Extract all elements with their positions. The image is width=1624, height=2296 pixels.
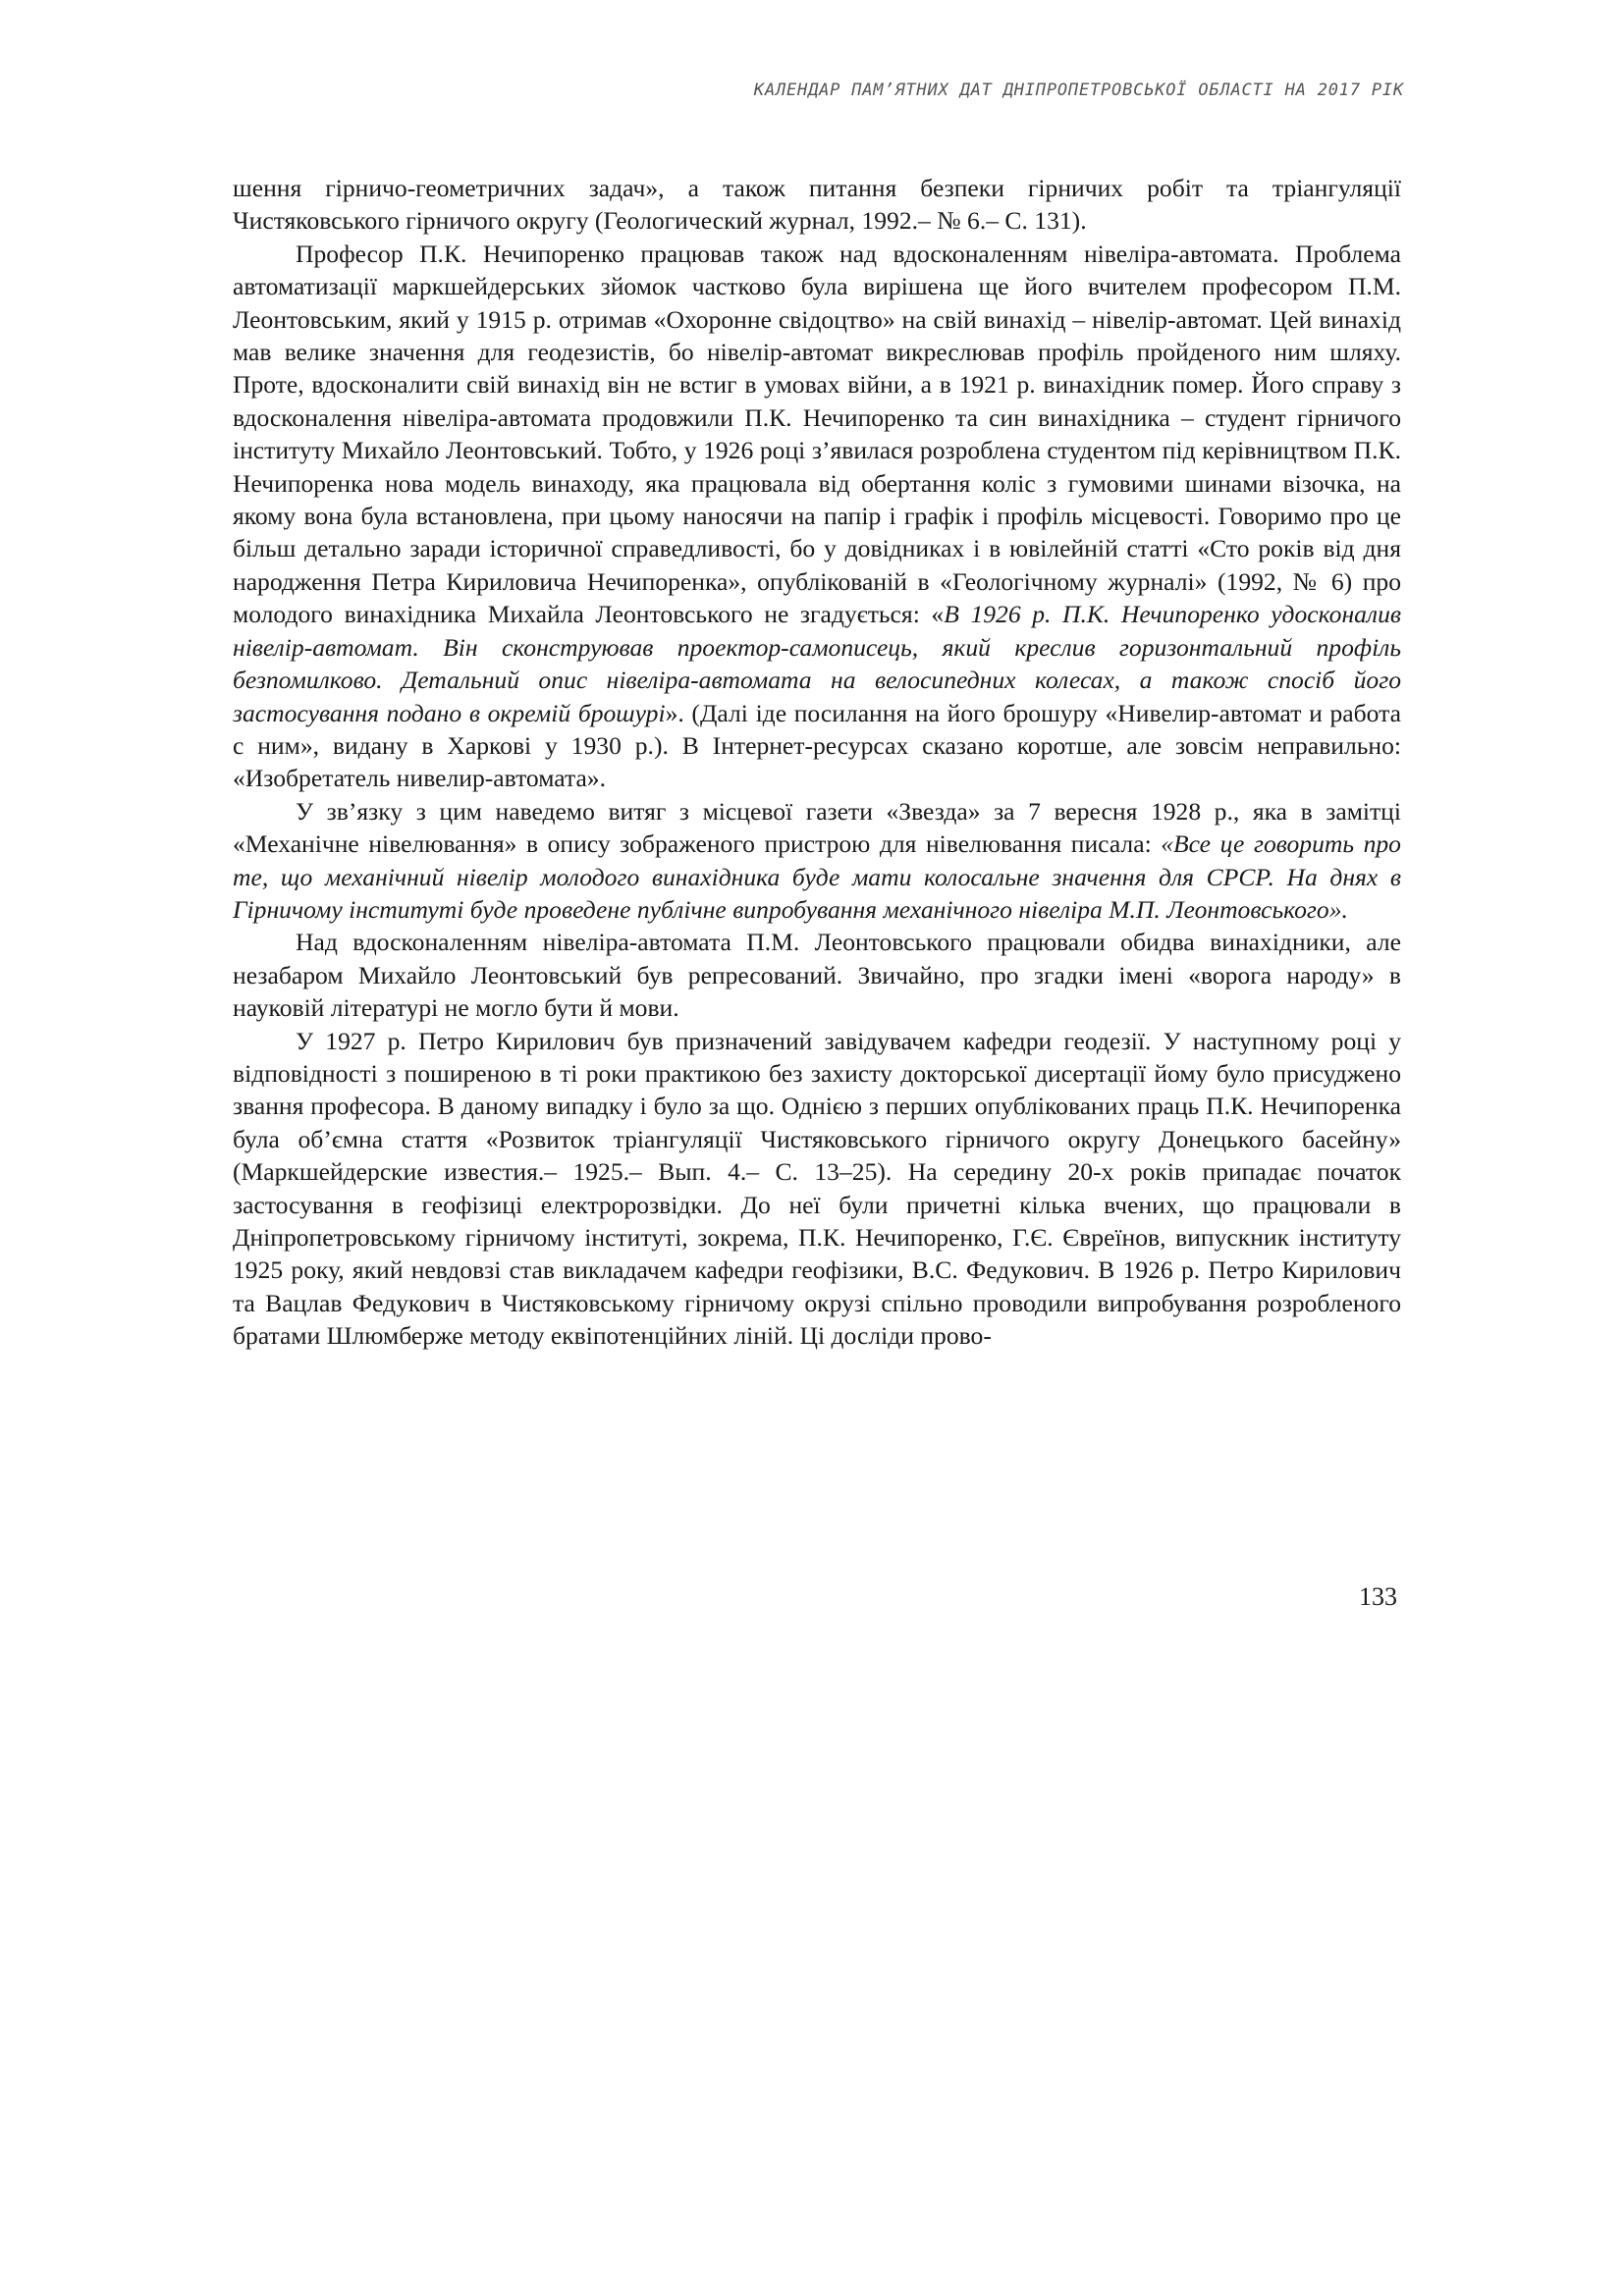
italic-quote: «Все це говорить про те, що механічний нівелір молодого винахідника буде мати колосальне значення для СРСР. На днях в Гірничому інституті буде проведене публічне випробування механічного нівеліра М.П. Леонтовського». — [233, 829, 1401, 924]
running-header: КАЛЕНДАР ПАМ’ЯТНИХ ДАТ ДНІПРОПЕТРОВСЬКОЇ ОБЛАСТІ НА 2017 РІК — [753, 80, 1404, 100]
text-segment: Професор П.К. Нечипоренко працював також над вдосконаленням нівеліра-автомата. Проблема автоматизації маркшейдерських зйомок частково була вирішена ще його вчителем професором П.М. Леонтовським, який у 1915 р. отримав «Охоронне свідоцтво» на свій винахід – нівелір-автомат. Цей винахід мав велике значення для геодезистів, бо нівелір-автомат викреслював профіль пройденого ним шляху. Проте, вдосконалити свій винахід він не встиг в умовах війни, а в 1921 р. винахідник помер. Його справу з вдосконалення нівеліра-автомата продовжили П.К. Нечипоренко та син винахідника – студент гірничого інституту Михайло Леонтовський. Тобто, у 1926 році з’явилася розроблена студентом під керівництвом П.К. Нечипоренка нова модель винаходу, яка працювала від обертання коліс з гумовими шинами візочка, на якому вона була встановлена, при цьому наносячи на папір і графік і профіль місцевості. Говоримо про це більш детально заради історичної справедливості, бо у довідниках і в ювілейній статті «Сто років від дня народження Петра Кириловича Нечипоренка», опублікованій в «Геологічному журналі» (1992, № 6) про молодого винахідника Михайла Леонтовського не згадується: « — [233, 239, 1401, 629]
body-text — [233, 172, 1401, 1353]
paragraph-4 — [233, 926, 1401, 1024]
italic-quote: В 1926 р. П.К. Нечипоренко удосконалив нівелір-автомат. Він сконструював проектор-самописець, який креслив горизонтальний профіль безпомилково. Детальний опис нівеліра-автомата на велосипедних колесах, а також спосіб його застосування подано в окремій брошурі — [233, 600, 1401, 727]
text-segment: шення гірничо-геометричних задач», а також питання безпеки гірничих робіт та тріангуляції Чистяковського гірничого округу (Геологический журнал, 1992.– № 6.– С. 131). — [233, 174, 1401, 236]
page-number: 133 — [1359, 1582, 1397, 1611]
text-segment: Над вдосконаленням нівеліра-автомата П.М. Леонтовського працювали обидва винахідники, але незабаром Михайло Леонтовський був репресований. Звичайно, про згадки імені «ворога народу» в науковій літературі не могло бути й мови. — [233, 928, 1401, 1023]
paragraph-1 — [233, 172, 1401, 238]
paragraph-5 — [233, 1025, 1401, 1353]
paragraph-3 — [233, 795, 1401, 927]
text-segment: У 1927 р. Петро Кирилович був призначений завідувачем кафедри геодезії. У наступному році у відповідності з поширеною в ті роки практикою без захисту докторської дисертації йому було присуджено звання професора. В даному випадку і було за що. Однією з перших опублікованих праць П.К. Нечипоренка була об’ємна стаття «Розвиток тріангуляції Чистяковського гірничого округу Донецького басейну» (Маркшейдерские известия.– 1925.– Вып. 4.– С. 13–25). На середину 20-х років припадає початок застосування в геофізиці електророзвідки. До неї були причетні кілька вчених, що працювали в Дніпропетровському гірничому інституті, зокрема, П.К. Нечипоренко, Г.Є. Євреїнов, випускник інституту 1925 року, який невдовзі став викладачем кафедри геофізики, В.С. Федукович. В 1926 р. Петро Кирилович та Вацлав Федукович в Чистяковському гірничому окрузі спільно проводили випробування розробленого братами Шлюмберже методу еквіпотенційних ліній. Ці досліди прово- — [233, 1026, 1401, 1351]
text-segment: У зв’язку з цим наведемо витяг з місцевої газети «Звезда» за 7 вересня 1928 р., яка в замітці «Механічне нівелювання» в опису зображеного пристрою для нівелювання писала: — [233, 796, 1401, 859]
paragraph-2 — [233, 238, 1401, 795]
text-segment: ». (Далі іде посилання на його брошуру «Нивелир-автомат и работа с ним», видану в Харкові у 1930 р.). В Інтернет-ресурсах сказано коротше, але зовсім неправильно: «Изобретатель нивелир-автомата». — [233, 698, 1401, 793]
